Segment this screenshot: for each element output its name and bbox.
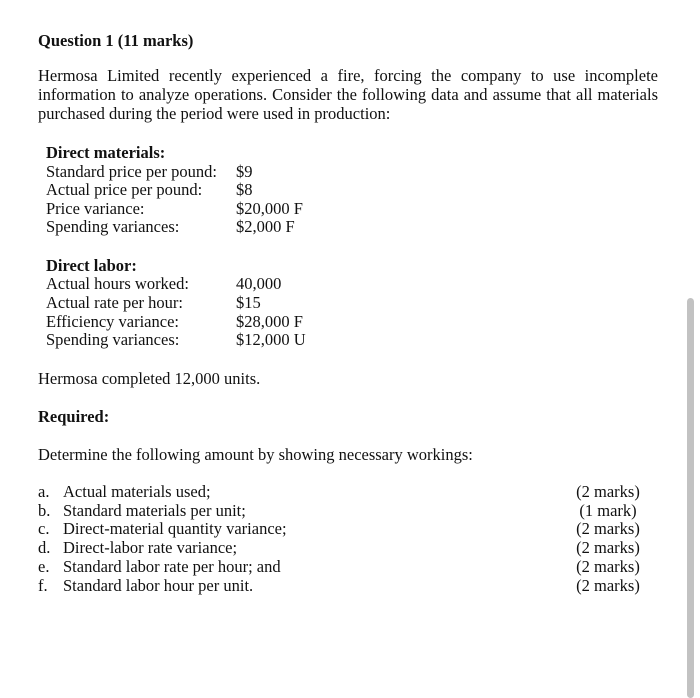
item-text: Actual materials used; — [63, 482, 211, 501]
materials-row — [46, 199, 303, 218]
item-text: Direct-material quantity variance; — [63, 519, 287, 538]
materials-row — [46, 162, 253, 181]
item-letter: a. — [38, 482, 50, 501]
row-value: $8 — [236, 180, 253, 199]
item-text: Standard labor hour per unit. — [63, 576, 254, 595]
materials-heading: Direct materials: — [46, 143, 166, 162]
row-value: $20,000 F — [236, 199, 303, 218]
row-label: Actual hours worked: — [46, 274, 189, 293]
row-label: Price variance: — [46, 199, 145, 218]
labor-heading: Direct labor: — [46, 256, 137, 275]
item-marks: (2 marks) — [576, 482, 640, 501]
item-letter: b. — [38, 501, 51, 520]
item-letter: d. — [38, 538, 51, 557]
row-value: $9 — [236, 162, 253, 181]
row-value: 40,000 — [236, 274, 282, 293]
labor-row — [46, 293, 261, 312]
item-text: Standard labor rate per hour; and — [63, 557, 281, 576]
item-marks: (2 marks) — [576, 557, 640, 576]
materials-row — [46, 180, 253, 199]
item-text: Standard materials per unit; — [63, 501, 246, 520]
row-label: Spending variances: — [46, 217, 180, 236]
item-marks: (2 marks) — [576, 519, 640, 538]
row-value: $28,000 F — [236, 312, 303, 331]
item-marks: (2 marks) — [576, 576, 640, 595]
completed-text: Hermosa completed 12,000 units. — [38, 369, 261, 388]
vertical-scrollbar[interactable] — [687, 298, 694, 698]
row-label: Actual rate per hour: — [46, 293, 183, 312]
required-heading: Required: — [38, 407, 110, 426]
item-letter: e. — [38, 557, 50, 576]
row-value: $12,000 U — [236, 330, 306, 349]
instruction-text: Determine the following amount by showing necessary workings: — [38, 445, 473, 464]
item-marks: (2 marks) — [576, 538, 640, 557]
row-label: Actual price per pound: — [46, 180, 203, 199]
item-letter: c. — [38, 519, 50, 538]
labor-row — [46, 330, 306, 349]
labor-row — [46, 312, 303, 331]
item-marks: (1 mark) — [579, 501, 637, 520]
question-title: Question 1 (11 marks) — [38, 31, 194, 50]
row-value: $15 — [236, 293, 261, 312]
row-label: Standard price per pound: — [46, 162, 217, 181]
item-text: Direct-labor rate variance; — [63, 538, 238, 557]
row-label: Spending variances: — [46, 330, 180, 349]
item-letter: f. — [38, 576, 48, 595]
intro-paragraph: Hermosa Limited recently experienced a fire, forcing the company to use incomplete information to analyze operations. Consider the following data and assume that all materials purchased during the period were used in production: — [38, 66, 658, 123]
labor-row — [46, 274, 282, 293]
row-label: Efficiency variance: — [46, 312, 179, 331]
row-value: $2,000 F — [236, 217, 295, 236]
materials-row — [46, 217, 295, 236]
